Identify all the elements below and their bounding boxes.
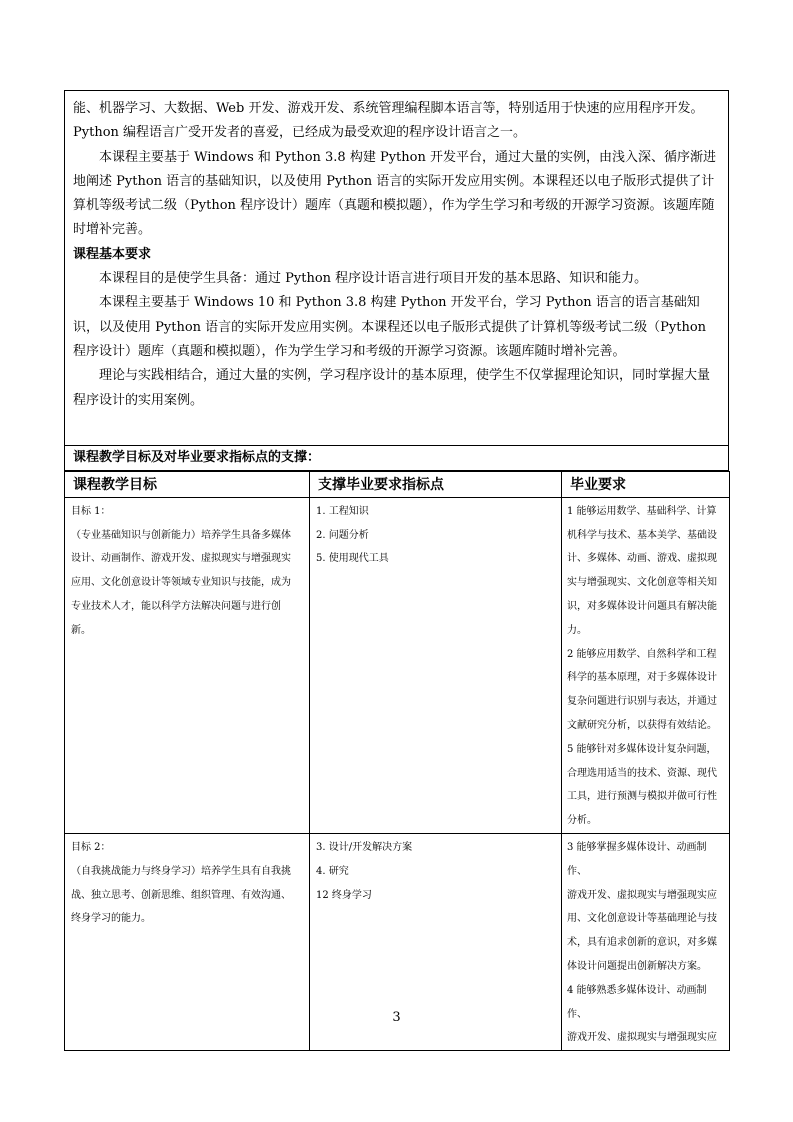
document-page — [64, 90, 729, 1051]
cell-line: 目标 2： — [71, 842, 111, 854]
cell-line: 力。 — [567, 624, 587, 636]
cell-line: 2 能够应用数学、自然科学和工程 — [567, 648, 717, 660]
header-goal: 课程教学目标 — [65, 471, 310, 497]
cell-line: 计、多媒体、动画、游戏、虚拟现 — [567, 553, 717, 565]
requirement-cell — [562, 497, 730, 833]
cell-line: 设计、动画制作、游戏开发、虚拟现实与增强现实 — [71, 553, 291, 565]
basic-req-paragraph-1: 本课程目的是使学生具备：通过 Python 程序设计语言进行项目开发的基本思路、知识和能力。 — [99, 271, 648, 287]
cell-line: 5. 使用现代工具 — [316, 553, 389, 565]
cell-line: 实与增强现实、文化创意等相关知 — [567, 577, 717, 589]
cell-line: （自我挑战能力与终身学习）培养学生具有自我挑 — [71, 865, 291, 877]
cell-line: 终身学习的能力。 — [71, 913, 151, 925]
page-number: 3 — [392, 1010, 401, 1025]
goal-cell — [65, 497, 310, 833]
intro-box — [64, 90, 729, 429]
cell-line: 战、独立思考、创新思维、组织管理、有效沟通、 — [71, 889, 291, 901]
cell-line: 5 能够针对多媒体设计复杂问题， — [567, 743, 717, 755]
cell-line: 应用、文化创意设计等领域专业知识与技能，成为 — [71, 577, 291, 589]
indicator-cell — [310, 497, 562, 833]
cell-line: 目标 1： — [71, 505, 111, 517]
header-indicator: 支撑毕业要求指标点 — [310, 471, 562, 497]
cell-line: 游戏开发、虚拟现实与增强现实应 — [567, 889, 717, 901]
cell-line: 3. 设计/开发解决方案 — [316, 842, 413, 854]
section-gap — [64, 429, 729, 446]
goals-table — [64, 471, 730, 1051]
cell-line: 分析。 — [567, 815, 597, 827]
cell-line: 工具，进行预测与模拟并做可行性 — [567, 791, 717, 803]
table-header-row — [65, 471, 730, 497]
cell-line: 机科学与技术、基本美学、基础设 — [567, 529, 717, 541]
intro-paragraph-2: 本课程主要基于 Windows 和 Python 3.8 构建 Python 开发平台，通过大量的实例，由浅入深、循序渐进地阐述 Python 语言的基础知识，以及使用 Python 语言的实际开发应用实例。本课程还以电子版形式提供了计算机等级考试二级（Python 程序设计）题库（真题和模拟题），作为学生学习和考级的开源学习资源。该题库随时增补完善。 — [73, 149, 716, 238]
cell-line: 1 能够运用数学、基础科学、计算 — [567, 505, 717, 517]
cell-line: 术，具有追求创新的意识，对多媒 — [567, 937, 717, 949]
cell-line: 用、文化创意设计等基础理论与技 — [567, 913, 717, 925]
cell-line: 体设计问题提出创新解决方案。 — [567, 961, 707, 972]
cell-line: 12 终身学习 — [316, 889, 372, 901]
basic-req-paragraph-2: 本课程主要基于 Windows 10 和 Python 3.8 构建 Python 开发平台，学习 Python 语言的语言基础知识，以及使用 Python 语言的实际开发应用实例。本课程还以电子版形式提供了计算机等级考试二级（Python 程序设计）题库（真题和模拟题），作为学生学习和考级的开源学习资源。该题库随时增补完善。 — [73, 295, 707, 359]
cell-line: 游戏开发、虚拟现实与增强现实应 — [567, 1032, 717, 1044]
header-requirement: 毕业要求 — [562, 471, 730, 497]
cell-line: （专业基础知识与创新能力）培养学生具备多媒体 — [71, 529, 291, 541]
cell-line: 1. 工程知识 — [316, 505, 369, 517]
cell-line: 文献研究分析，以获得有效结论。 — [567, 720, 717, 732]
cell-line: 新。 — [71, 624, 91, 636]
cell-line: 科学的基本原理，对于多媒体设计 — [567, 672, 717, 684]
intro-paragraph-1: 能、机器学习、大数据、Web 开发、游戏开发、系统管理编程脚本语言等，特别适用于快速的应用程序开发。Python 编程语言广受开发者的喜爱，已经成为最受欢迎的程序设计语言之一。 — [73, 101, 704, 141]
cell-line: 4 能够熟悉多媒体设计、动画制作、 — [567, 984, 707, 1020]
cell-line: 2. 问题分析 — [316, 529, 369, 541]
cell-line: 4. 研究 — [316, 865, 349, 877]
cell-line: 3 能够掌握多媒体设计、动画制作、 — [567, 842, 707, 877]
basic-req-heading: 课程基本要求 — [73, 246, 152, 262]
basic-req-paragraph-3: 理论与实践相结合，通过大量的实例，学习程序设计的基本原理，使学生不仅掌握理论知识，同时掌握大量程序设计的实用案例。 — [73, 368, 711, 408]
section-title: 课程教学目标及对毕业要求指标点的支撑： — [64, 446, 729, 471]
cell-line: 合理选用适当的技术、资源、现代 — [567, 767, 717, 779]
cell-line: 专业技术人才，能以科学方法解决问题与进行创 — [71, 601, 281, 613]
cell-line: 识，对多媒体设计问题具有解决能 — [567, 601, 717, 613]
cell-line: 复杂问题进行识别与表达，并通过 — [567, 696, 717, 708]
intro-text — [65, 91, 728, 429]
table-row — [65, 497, 730, 833]
